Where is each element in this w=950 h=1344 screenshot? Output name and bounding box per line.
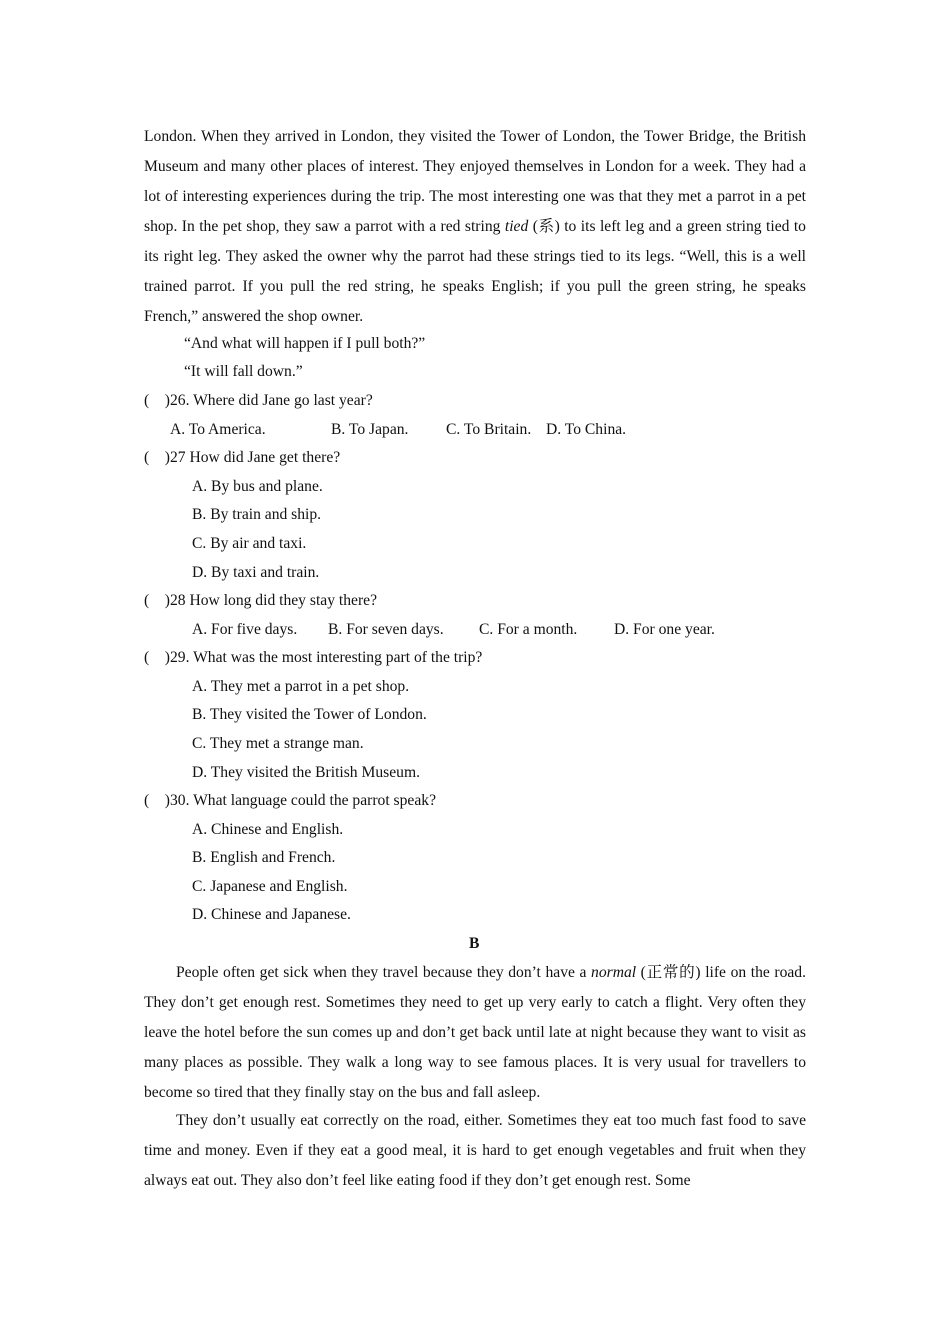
section-b-paragraph-1 [144,958,806,1108]
question-option: D. They visited the British Museum. [192,764,420,781]
passage-text: London. When they arrived in London, they visited the Tower of London, the Tower Bridge, the British Museum and many other places of interest. They enjoyed themselves in London for a week. They had a lot of interesting experiences during the trip. The most interesting one was that they met a parrot in a pet shop. In the pet shop, they saw a parrot with a red string [144,128,806,235]
passage-a-paragraph [144,122,806,332]
italic-word: normal [591,964,637,981]
question-stem: ( )29. What was the most interesting part of the trip? [144,649,483,666]
question-option: A. By bus and plane. [192,478,323,495]
question-option: D. Chinese and Japanese. [192,906,351,923]
gloss: (正常的) [636,964,701,981]
question-option: A. To America. [170,421,266,438]
section-b-paragraph-2: They don’t usually eat correctly on the road, either. Sometimes they eat too much fast food to save time and money. Even if they eat a good meal, it is hard to get enough vegetables and fruit when they always eat out. They also don’t feel like eating food if they don’t get enough rest. Some [144,1112,806,1189]
question-option: B. English and French. [192,849,336,866]
question-option: B. By train and ship. [192,506,322,523]
section-heading: B [469,935,480,952]
question-option: B. To Japan. [331,421,409,438]
question-stem: ( )27 How did Jane get there? [144,449,341,466]
passage-text: People often get sick when they travel because they don’t have a [176,964,592,981]
question-option: C. They met a strange man. [192,735,364,752]
question-option: C. Japanese and English. [192,878,348,895]
question-option: C. To Britain. [446,421,532,438]
passage-text: to its left leg and a green string tied to its right leg. They asked the owner why the parrot had these strings tied to its legs. “Well, this is a well trained parrot. If you pull the red string, he speaks English; if you pull the green string, he speaks French,” answered the shop owner. [144,218,806,325]
question-option: D. By taxi and train. [192,564,320,581]
question-option: A. They met a parrot in a pet shop. [192,678,410,695]
dialogue-line: “And what will happen if I pull both?” [184,335,426,352]
dialogue-line: “It will fall down.” [184,363,303,380]
italic-word: tied [504,218,529,235]
question-option: D. For one year. [614,621,715,638]
question-option: A. Chinese and English. [192,821,344,838]
question-option: C. For a month. [479,621,578,638]
passage-text: life on the road. They don’t get enough rest. Sometimes they need to get up very early to catch a flight. Very often they leave the hotel before the sun comes up and don’t get back until late at night because they want to visit as many places as possible. They walk a long way to see famous places. It is very usual for travellers to become so tired that they finally stay on the bus and fall asleep. [144,964,806,1101]
question-option: C. By air and taxi. [192,535,307,552]
gloss: (系) [528,218,560,235]
question-option: B. They visited the Tower of London. [192,706,427,723]
question-option: A. For five days. [192,621,298,638]
question-stem: ( )28 How long did they stay there? [144,592,377,609]
question-option: D. To China. [546,421,627,438]
question-stem: ( )26. Where did Jane go last year? [144,392,373,409]
question-option: B. For seven days. [328,621,444,638]
question-stem: ( )30. What language could the parrot speak? [144,792,436,809]
